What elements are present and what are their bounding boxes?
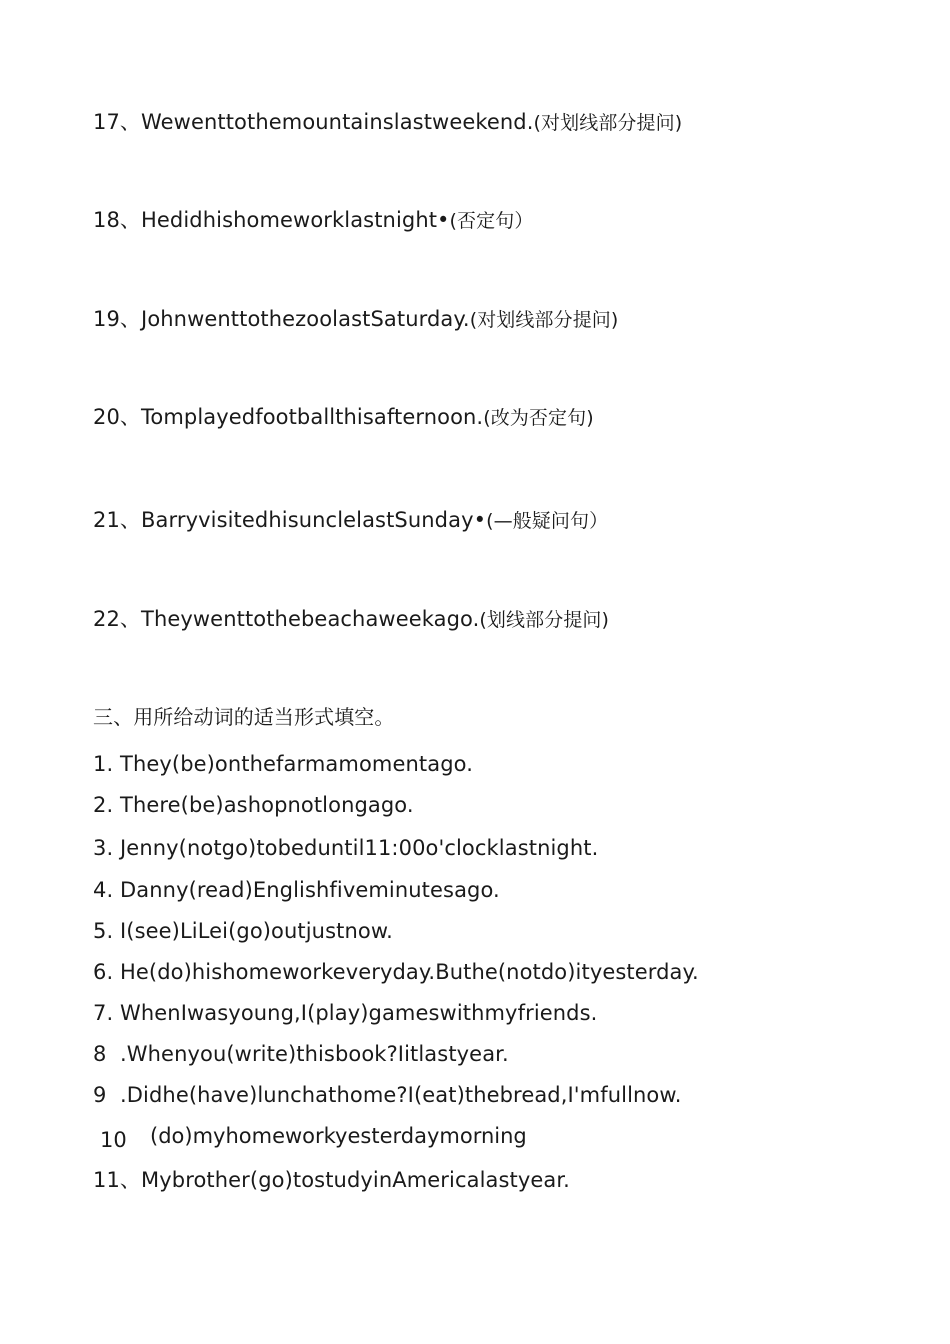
fill-item-5: 5. I(see)LiLei(go)outjustnow. <box>93 919 393 943</box>
question-text: 19、JohnwenttothezoolastSaturday. <box>93 307 470 331</box>
question-instruction: (对划线部分提问) <box>469 309 619 331</box>
fill-item-2: 2. There(be)ashopnotlongago. <box>93 793 414 817</box>
question-text: 17、Wewenttothemountainslastweekend. <box>93 110 534 134</box>
question-text: 20、Tomplayedfootballthisafternoon. <box>93 405 484 429</box>
question-instruction: (改为否定句) <box>483 407 594 429</box>
question-instruction: (对划线部分提问) <box>533 112 683 134</box>
question-18 <box>93 207 533 234</box>
question-instruction: (否定句） <box>449 210 534 232</box>
question-text: 18、Hedidhishomeworklastnight• <box>93 208 450 232</box>
section-three-heading: 三、用所给动词的适当形式填空。 <box>93 705 395 729</box>
question-20 <box>93 404 594 431</box>
fill-item-7: 7. WhenIwasyoung,I(play)gameswithmyfriends. <box>93 1001 598 1025</box>
question-text: 21、BarryvisitedhisunclelastSunday• <box>93 508 487 532</box>
fill-item-10-text: (do)myhomeworkyesterdaymorning <box>150 1124 527 1148</box>
fill-item-6: 6. He(do)hishomeworkeveryday.Buthe(notdo)ityesterday. <box>93 960 699 984</box>
fill-item-11: 11、Mybrother(go)tostudyinAmericalastyear. <box>93 1168 570 1192</box>
question-instruction: (划线部分提问) <box>479 609 610 631</box>
question-text: 22、Theywenttothebeachaweekago. <box>93 607 480 631</box>
question-22 <box>93 606 609 633</box>
fill-item-1: 1. They(be)onthefarmamomentago. <box>93 752 473 776</box>
question-21 <box>93 507 608 534</box>
fill-item-3: 3. Jenny(notgo)tobeduntil11:00o'clocklastnight. <box>93 836 599 860</box>
question-instruction: (—般疑问句） <box>486 510 609 532</box>
fill-item-8: 8 .Whenyou(write)thisbook?Iitlastyear. <box>93 1042 509 1066</box>
question-17 <box>93 109 682 136</box>
fill-item-4: 4. Danny(read)Englishfiveminutesago. <box>93 878 500 902</box>
fill-item-9: 9 .Didhe(have)lunchathome?I(eat)thebread,I'mfullnow. <box>93 1083 682 1107</box>
fill-item-10-number: 10 <box>100 1128 127 1152</box>
question-19 <box>93 306 618 333</box>
